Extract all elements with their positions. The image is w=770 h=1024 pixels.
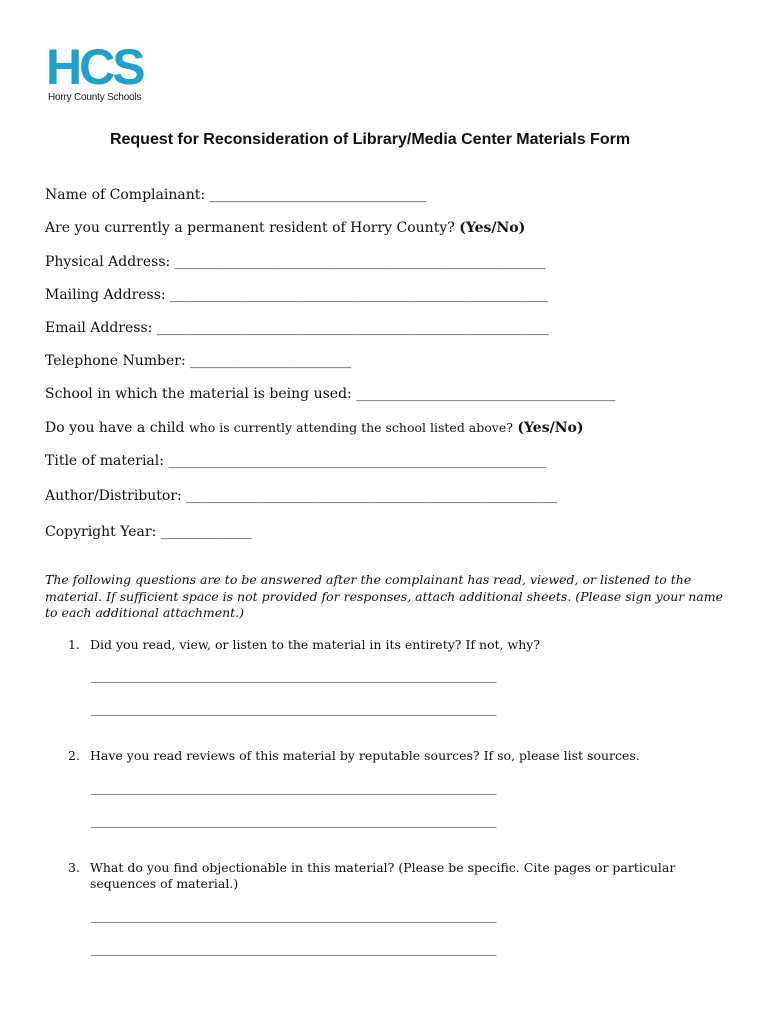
hcs-logo: [46, 39, 143, 106]
resident-options: (Yes/No): [459, 220, 526, 236]
child-options: (Yes/No): [517, 420, 584, 436]
answer-line: ___________________________________________________________________: [91, 908, 497, 923]
school-field: School in which the material is being used: _____________________________________: [45, 386, 616, 402]
answer-line: ___________________________________________________________________: [91, 941, 497, 956]
child-question-prefix: Do you have a child: [45, 420, 185, 436]
answer-line: ___________________________________________________________________: [91, 780, 497, 795]
child-question-text: who is currently attending the school listed above?: [188, 420, 513, 435]
child-question: [45, 419, 583, 437]
resident-question: [45, 219, 525, 237]
instructions-text: The following questions are to be answered after the complainant has read, viewed, or listened to the material. If sufficient space is not provided for responses, attach additional sheets. (Please sign your name to each additional attachment.): [45, 572, 723, 620]
telephone-field: Telephone Number: _______________________: [45, 353, 352, 369]
question-number: 1.: [68, 637, 80, 652]
answer-line: ___________________________________________________________________: [91, 668, 497, 683]
mailing-address-field: Mailing Address: ______________________________________________________: [45, 287, 549, 303]
question-1: [68, 637, 738, 653]
logo-subtitle: Horry County Schools: [48, 92, 142, 103]
question-number: 3.: [68, 860, 80, 875]
question-text: Did you read, view, or listen to the material in its entirety? If not, why?: [90, 637, 541, 652]
question-text: What do you find objectionable in this material? (Please be specific. Cite pages or particular sequences of material.): [90, 860, 676, 891]
resident-question-text: Are you currently a permanent resident of Horry County?: [45, 220, 455, 236]
question-2: [68, 748, 738, 764]
form-title: Request for Reconsideration of Library/Media Center Materials Form: [109, 131, 631, 148]
logo-letters: HCS: [46, 39, 143, 95]
answer-line: ___________________________________________________________________: [91, 813, 497, 828]
question-number: 2.: [68, 748, 80, 763]
answer-line: ___________________________________________________________________: [91, 701, 497, 716]
question-3: [68, 860, 738, 892]
email-address-field: Email Address: ________________________________________________________: [45, 320, 549, 336]
question-text: Have you read reviews of this material by reputable sources? If so, please list sources.: [90, 748, 640, 763]
copyright-year-field: Copyright Year: _____________: [45, 524, 252, 540]
author-distributor-field: Author/Distributor: _____________________________________________________: [45, 488, 558, 504]
title-of-material-field: Title of material: ______________________________________________________: [45, 453, 547, 469]
physical-address-field: Physical Address: _____________________________________________________: [45, 254, 546, 270]
complainant-name-field: Name of Complainant: _______________________________: [45, 187, 427, 203]
